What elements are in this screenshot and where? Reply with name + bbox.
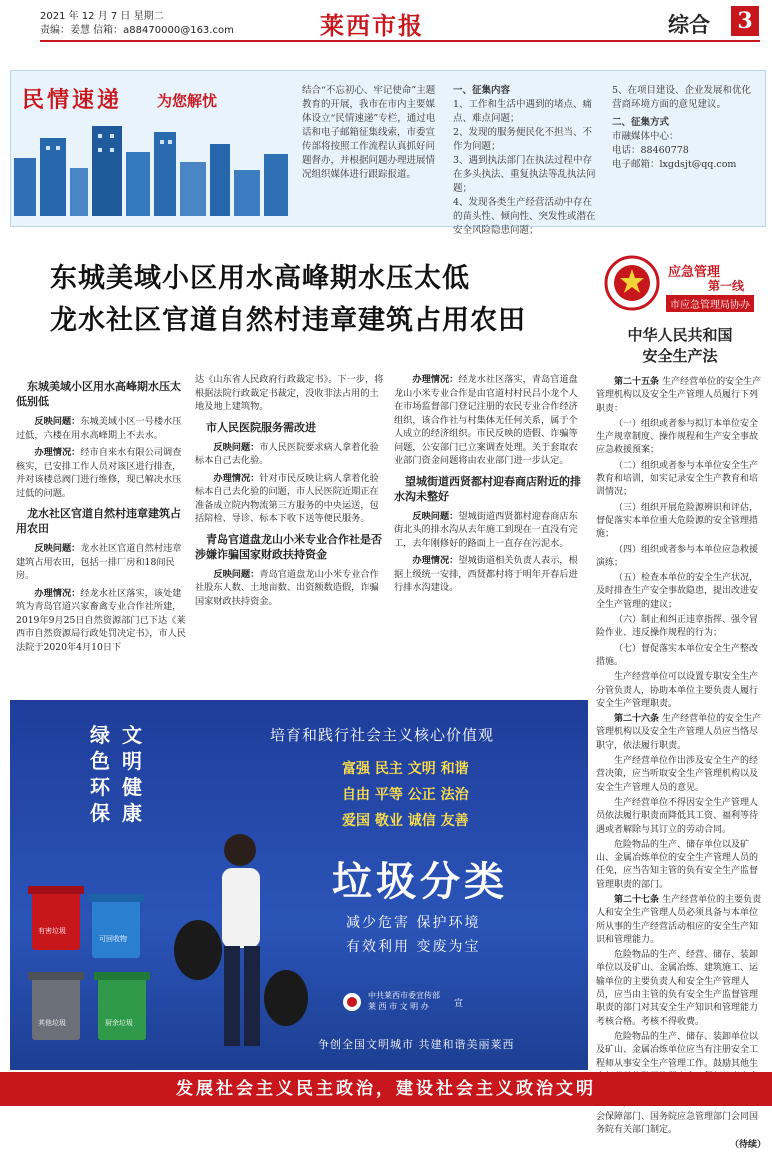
poster-org xyxy=(368,990,440,1012)
article-label: 反映问题： xyxy=(412,510,459,522)
emergency-badge xyxy=(604,255,764,315)
article-paragraph: 反映问题：青岛官道盘龙山小米专业合作社股东人数、土地亩数、出资额数造假，诈骗国家财政扶持资金。 xyxy=(195,568,379,607)
headline-2: 龙水社区官道自然村违章建筑占用农田 xyxy=(50,305,526,336)
core-values xyxy=(342,756,469,834)
emergency-sub: 市应急管理局协办 xyxy=(666,295,754,312)
article-paragraph: 办理情况：经龙水社区落实，青岛官道盘龙山小米专业合作是由官道村村民吕小龙个人在市场监督部门登记注册的农民专业合作经济组织，该合作社与村集体无任何关系，属于个人成立的经济组织。市民反映的造假、诈骗等问题，公安部门已立案调查处理。关于套取农业部门资金问题将由农业部门进一步认定。 xyxy=(394,374,578,466)
article-label: 办理情况： xyxy=(412,555,459,566)
article-paragraph: 反映问题：市人民医院要求病人拿着化验标本自己去化验。 xyxy=(195,441,379,466)
law-title-2: 安全生产法 xyxy=(642,347,718,365)
poster-vertical-left: 绿 色 环 保 xyxy=(90,723,110,825)
method-item: 市融媒体中心： xyxy=(612,131,679,142)
collect-item: 2、发现的服务便民化不担当、不作为问题； xyxy=(453,127,593,152)
page-number: 3 xyxy=(731,6,759,36)
article-heading: 东城美域小区用水高峰期水压太低别低 xyxy=(16,380,181,408)
header-info xyxy=(40,10,234,38)
law-text xyxy=(596,376,766,1153)
article-column-2 xyxy=(195,373,385,612)
article-paragraph: 反映问题：龙水社区官道自然村违章建筑占用农田，包括一排厂房和18间民房。 xyxy=(16,543,182,581)
values-row: 自由 平等 公正 法治 xyxy=(342,787,469,803)
article-heading: 望城街道西贤都村迎春商店附近的排水沟未整好 xyxy=(394,474,581,503)
law-article-label: 第二十六条 xyxy=(614,714,663,725)
method-heading: 二、征集方式 xyxy=(612,117,670,128)
banner-intro: 结合“不忘初心、牢记使命”主题教育的开展，我市在市内主要媒体设立“民情速递”专栏，通过电话和电子邮箱征集线索，市委宣传部将按照工作流程认真抓好问题督办，并根据问题办理进展情况组织媒体进行跟踪报道。 xyxy=(302,85,436,180)
bin-label: 有害垃圾 xyxy=(38,927,66,935)
article-column-3 xyxy=(394,373,584,599)
article-heading: 龙水社区官道自然村违章建筑占用农田 xyxy=(16,507,181,535)
bin-label: 可回收物 xyxy=(99,935,127,943)
values-row: 富强 民主 文明 和谐 xyxy=(342,761,469,777)
section-name: 综合 xyxy=(668,13,710,37)
emergency-title: 应急管理 xyxy=(668,265,721,280)
collect-item: 3、遇到执法部门在执法过程中存在多头执法、重复执法等乱执法问题； xyxy=(453,155,596,194)
law-paragraph: 生产经营单位不得因安全生产管理人员依法履行职责而降低其工资、福利等待遇或者解除与其订立的劳动合同。 xyxy=(596,797,759,835)
article-paragraph: 办理情况：经龙水社区落实，该处建筑为青岛官道兴家畜禽专业合作社所建，2019年9月25日自然资源部门已下达《莱西市自然资源局行政处罚决定书》，市人民法院于2020年4月10日下 xyxy=(16,587,186,653)
collect-item: 4、发现各类生产经营活动中存在的苗头性、倾向性、突发性或潜在安全风险隐患问题； xyxy=(453,197,596,236)
emergency-title2: 第一线 xyxy=(708,279,745,293)
law-continued: （待续） xyxy=(729,1140,766,1151)
article-heading: 市人民医院服务需改进 xyxy=(206,420,316,434)
article-paragraph: 办理情况：望城街道相关负责人表示，根据上级统一安排，西贤都村将于明年开春后进行排水沟建设。 xyxy=(394,555,578,593)
org-line: 莱 西 市 文 明 办 xyxy=(368,1002,429,1011)
core-values-title: 培育和践行社会主义核心价值观 xyxy=(270,726,495,744)
values-row: 爱国 敬业 诚信 友善 xyxy=(342,813,469,829)
article-label: 办理情况： xyxy=(213,472,260,484)
article-paragraph: 反映问题：望城街道西贤都村迎春商店东街北头的排水沟从去年施工到现在一直没有完工，去年刚修好的路面上一直存在污泥水。 xyxy=(394,510,578,549)
article-label: 办理情况： xyxy=(412,374,459,385)
law-paragraph: 第二十七条 生产经营单位的主要负责人和安全生产管理人员必须具备与本单位所从事的生产经营活动相应的安全生产知识和管理能力。 xyxy=(596,894,762,945)
banner-collect xyxy=(453,84,601,238)
method-item: 电子邮箱：lxgdsjt@qq.com xyxy=(612,159,737,170)
footer-slogan: 发展社会主义民主政治，建设社会主义政治文明 xyxy=(0,1072,772,1106)
poster-vertical-right: 文 明 健 康 xyxy=(122,723,142,825)
law-paragraph: （三）组织开展危险源辨识和评估，督促落实本单位重大危险源的安全管理措施； xyxy=(596,502,759,540)
poster-bottom-slogan: 争创全国文明城市 共建和谐美丽莱西 xyxy=(318,1038,515,1051)
law-paragraph: 危险物品的生产、储存单位以及矿山、金属冶炼单位的安全生产管理人员的任免，应当告知主管的负有安全生产监督管理职责的部门。 xyxy=(596,839,759,890)
poster-slogan-2: 有效利用 变废为宝 xyxy=(346,939,481,955)
law-title-1: 中华人民共和国 xyxy=(627,326,733,344)
method-item: 电话：88460778 xyxy=(612,145,689,156)
bin-label: 其他垃圾 xyxy=(38,1019,66,1027)
article-paragraph: 反映问题：东城美域小区一号楼水压过低，六楼在用水高峰期上不去水。 xyxy=(16,416,182,441)
article-paragraph: 达《山东省人民政府行政裁定书》。下一步，将根据法院行政裁定书裁定，没收非法占用的土地及地上建筑物。 xyxy=(195,374,384,412)
article-label: 反映问题： xyxy=(34,416,81,427)
person-with-garbage-icon xyxy=(170,820,320,1060)
law-title xyxy=(600,325,760,367)
article-label: 办理情况： xyxy=(34,447,81,458)
editor-line: 责编：姜慧 信箱：a88470000@163.com xyxy=(40,25,234,36)
article-heading: 青岛官道盘龙山小米专业合作社是否涉嫌诈骗国家财政扶持资金 xyxy=(195,532,382,561)
collect-item: 5、在项目建设、企业发展和优化营商环境方面的意见建议。 xyxy=(612,85,752,110)
banner-method xyxy=(612,84,757,172)
garbage-sorting-poster xyxy=(10,700,588,1070)
law-paragraph: （四）组织或者参与本单位应急救援演练； xyxy=(596,544,759,568)
law-article-label: 第二十五条 xyxy=(614,377,663,387)
bin-label: 厨余垃圾 xyxy=(105,1019,133,1027)
law-paragraph: （六）制止和纠正违章指挥、强令冒险作业、违反操作规程的行为； xyxy=(596,615,759,639)
header-rule xyxy=(40,40,760,42)
law-paragraph: 生产经营单位作出涉及安全生产的经营决策，应当听取安全生产管理机构以及安全生产管理人员的意见。 xyxy=(596,756,759,793)
article-paragraph: 办理情况：经市自来水有限公司调查核实，已安排工作人员对该区进行排查，并对该楼总阀门进行维修，现已解决水压过低的问题。 xyxy=(16,447,182,499)
poster-slogan-1: 减少危害 保护环境 xyxy=(346,915,481,931)
law-paragraph: 第二十五条 生产经营单位的安全生产管理机构以及安全生产管理人员履行下列职责： xyxy=(596,377,762,414)
collect-item: 1、工作和生活中遇到的堵点、痛点、难点问题； xyxy=(453,99,593,124)
law-paragraph: （二）组织或者参与本单位安全生产教育和培训，如实记录安全生产教育和培训情况； xyxy=(596,460,759,498)
law-article-label: 第二十七条 xyxy=(614,894,663,905)
issue-date: 2021 年 12 月 7 日 星期二 xyxy=(40,11,164,22)
article-column-1 xyxy=(16,373,186,658)
article-label: 反映问题： xyxy=(34,543,81,554)
headline-1: 东城美域小区用水高峰期水压太低 xyxy=(50,263,470,294)
civilization-logo-icon xyxy=(342,992,362,1012)
banner-subtitle: 为您解忧 xyxy=(157,92,218,110)
law-paragraph: 危险物品的生产、储存、装卸单位以及矿山、金属冶炼单位应当有注册安全工程师从事安全生产管理工作。鼓励其他生 会保障部门、国务院应急管理部门会同国务院有关部门制定。 xyxy=(596,1031,759,1136)
law-paragraph: 危险物品的生产、经营、储存、装卸单位以及矿山、金属冶炼、建筑施工、运输单位的主要负责人和安全生产管理人员，应当由主管的负有安全生产监督管理职责的部门对其安全生产知识和管理能力考核合格。考核不得收费。 xyxy=(596,950,759,1027)
law-paragraph: （一）组织或者参与拟订本单位安全生产规章制度、操作规程和生产安全事故应急救援预案； xyxy=(596,418,759,456)
banner-title: 民情速递 xyxy=(22,88,123,113)
law-paragraph: 生产经营单位可以设置专职安全生产分管负责人，协助本单位主要负责人履行安全生产管理职责。 xyxy=(596,672,759,709)
article-label: 反映问题： xyxy=(213,568,260,580)
law-paragraph: （七）督促落实本单位安全生产整改措施。 xyxy=(596,643,759,667)
article-paragraph: 办理情况：针对市民反映让病人拿着化验标本自己去化验的问题，市人民医院近期正在准备成立院内物流第三方服务的中央运送，包括陪检、导诊、标本下收下送等便民服务。 xyxy=(195,472,379,524)
poster-org-suffix: 宣 xyxy=(454,999,464,1009)
org-line: 中共莱西市委宣传部 xyxy=(368,991,440,1000)
law-paragraph: （五）检查本单位的安全生产状况，及时排查生产安全事故隐患，提出改进安全生产管理的建议； xyxy=(596,573,759,610)
article-label: 办理情况： xyxy=(34,587,81,599)
poster-big-title: 垃圾分类 xyxy=(332,859,508,905)
law-paragraph: 第二十六条 生产经营单位的安全生产管理机构以及安全生产管理人员应当恪尽职守，依法履行职责。 xyxy=(596,714,762,751)
safety-emblem-icon xyxy=(604,255,660,311)
city-skyline-icon xyxy=(14,118,294,216)
article-label: 反映问题： xyxy=(213,441,260,453)
masthead: 莱西市报 xyxy=(320,11,424,40)
collect-heading: 一、征集内容 xyxy=(453,85,511,96)
